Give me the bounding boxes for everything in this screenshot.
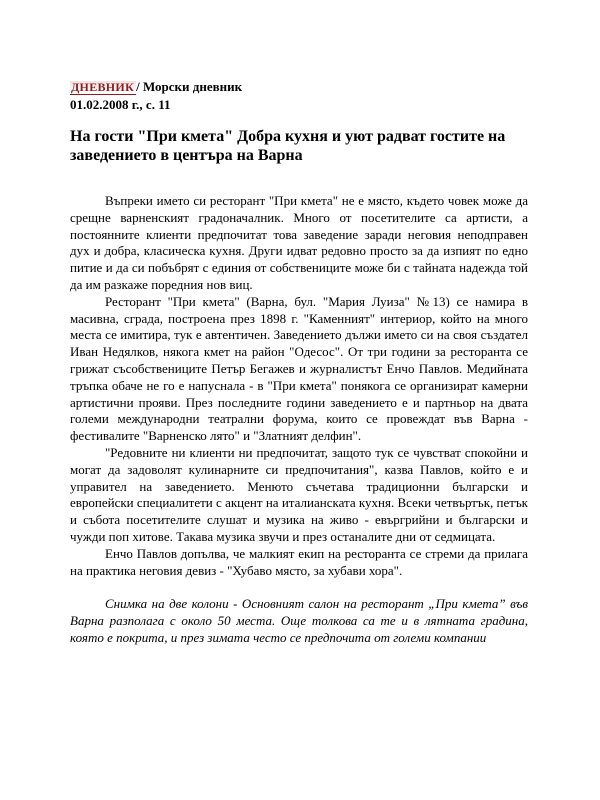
photo-caption: Снимка на две колони - Основният салон на ресторант „При кмета” във Варна разполага с около 50 места. Още толкова са те и в лятната градина, която е покрита, и през зимата често се предпочита от големи компании [70,596,528,645]
paragraph: Енчо Павлов допълва, че малкият екип на ресторанта се стреми да прилага на практика неговия девиз - "Хубаво място, за хубави хора". [70,545,528,578]
source-line [70,79,242,95]
article-body [70,193,528,647]
source-name: / Морски дневник [136,79,243,94]
paragraph: "Редовните ни клиенти ни предпочитат, защото тук се чувстват спокойни и могат да задоволят кулинарните си предпочитания", казва Павлов, който е и управител на заведението. Менюто съчетава традиционни български и европейски специалитети с акцент на италианската кухня. Всеки четвъртък, петък и събота посетителите слушат и музика на живо - евъргрийни и български и чужди поп хитове. Такава музика звучи и през останалите дни от седмицата. [70,444,528,544]
publication-date: 01.02.2008 г., с. 11 [70,97,171,112]
article-title: На гости "При кмета" Добра кухня и уют радват гостите на заведението в центъра на Варна [70,128,506,164]
paragraph: Въпреки името си ресторант "При кмета" не е място, където човек може да срещне варненският градоначалник. Много от посетителите са артисти, а постоянните клиенти предпочитат това заведение заради неговия неподправен дух и добра, класическа кухня. Други идват редовно просто за да изпият по едно питие и да си побъбрят с единия от собствениците може би с тайната надежда той да им разкаже поредния нов виц. [70,193,528,292]
paragraph: Ресторант "При кмета" (Варна, бул. "Мария Луиза" №13) се намира в масивна, сграда, построена през 1898 г. "Каменният" интериор, който на много места се имитира, тук е автентичен. Заведението дължи името си на своя създател Иван Недялков, някога кмет на район "Одесос". От три години за ресторанта се грижат съсобствениците Петър Бегажев и журналистът Енчо Павлов. Медийната тръпка обаче не го е напуснала - в "При кмета" понякога се организират камерни артистични прояви. През последните години заведението е и партньор на двата големи международни театрални форума, които се провеждат във Варна - фестивалите "Варненско лято" и "Златният делфин". [70,293,528,444]
dnevnik-logo: ДНЕВНИК [71,80,135,94]
